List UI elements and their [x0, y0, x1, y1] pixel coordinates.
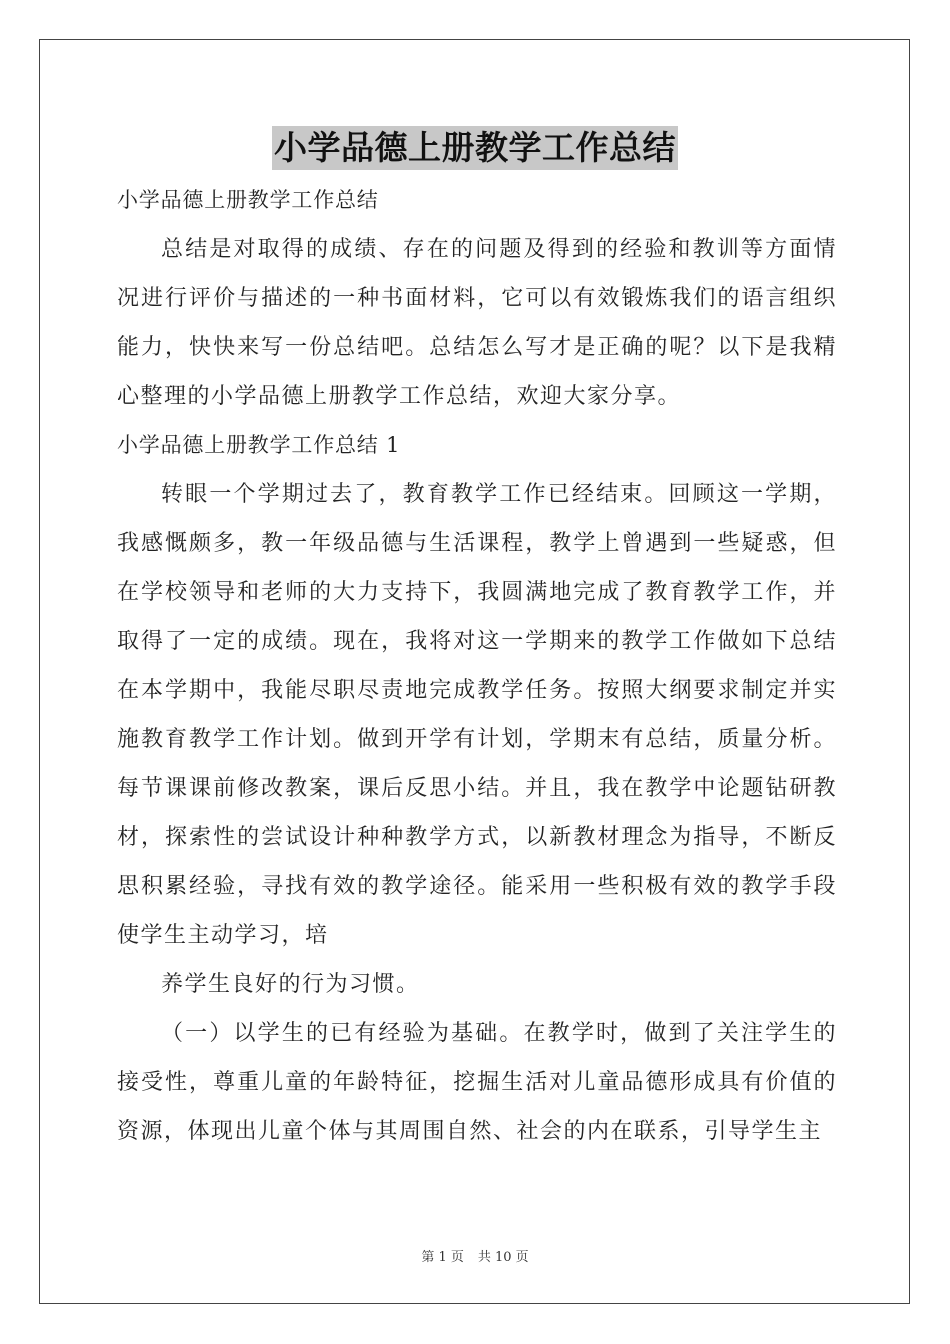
page-number: 第 1 页: [421, 1250, 464, 1265]
page-total: 共 10 页: [477, 1250, 529, 1265]
paragraph-intro: 总结是对取得的成绩、存在的问题及得到的经验和教训等方面情况进行评价与描述的一种书面材料，它可以有效锻炼我们的语言组织能力，快快来写一份总结吧。总结怎么写才是正确的呢？以下是我精心整理的小学品德上册教学工作总结，欢迎大家分享。: [117, 237, 837, 409]
document-subtitle: 小学品德上册教学工作总结: [117, 188, 379, 212]
document-title: 小学品德上册教学工作总结: [272, 126, 678, 170]
paragraph-body: 转眼一个学期过去了，教育教学工作已经结束。回顾这一学期，我感慨颇多，教一年级品德与生活课程，教学上曾遇到一些疑惑，但在学校领导和老师的大力支持下，我圆满地完成了教育教学工作，并取得了一定的成绩。现在，我将对这一学期来的教学工作做如下总结在本学期中，我能尽职尽责地完成教学任务。按照大纲要求制定并实施教育教学工作计划。做到开学有计划，学期末有总结，质量分析。每节课课前修改教案，课后反思小结。并且，我在教学中论题钻研教材，探索性的尝试设计种种教学方式，以新教材理念为指导，不断反思积累经验，寻找有效的教学途径。能采用一些积极有效的教学手段使学生主动学习，培: [117, 482, 837, 948]
section-heading: 小学品德上册教学工作总结 1: [117, 433, 401, 457]
page-footer: [0, 1246, 950, 1265]
document-body: [117, 176, 837, 1156]
paragraph-continuation: 养学生良好的行为习惯。: [161, 972, 420, 997]
title-container: [0, 126, 950, 170]
paragraph-point-one: （一）以学生的已有经验为基础。在教学时，做到了关注学生的接受性，尊重儿童的年龄特征，挖掘生活对儿童品德形成具有价值的资源，体现出儿童个体与其周围自然、社会的内在联系，引导学生主: [117, 1021, 837, 1144]
